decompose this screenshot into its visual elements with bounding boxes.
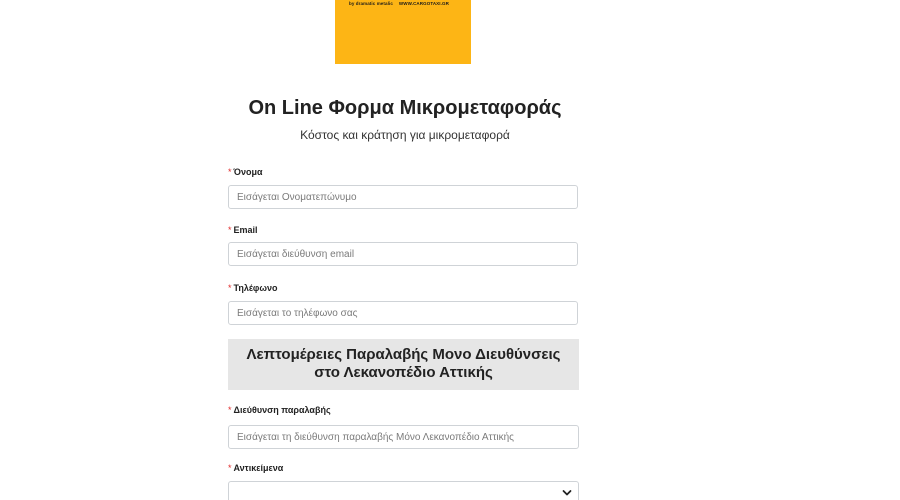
items-label xyxy=(228,463,283,473)
chevron-down-icon xyxy=(562,488,572,498)
logo-site: WWW.CARGOTAXI.GR xyxy=(398,1,449,6)
required-marker: * xyxy=(228,405,232,415)
logo-text xyxy=(349,1,449,6)
pickup-label-text: Διεύθυνση παραλαβής xyxy=(233,405,331,415)
page-title: On Line Φορμα Μικρομεταφοράς xyxy=(248,97,562,119)
email-input[interactable] xyxy=(228,242,578,266)
email-label-text: Email xyxy=(233,225,258,235)
name-label xyxy=(228,167,262,177)
items-select[interactable] xyxy=(228,481,579,500)
required-marker: * xyxy=(228,167,232,177)
section-heading-line1: Λεπτομέρειες Παραλαβής Μονο Διευθύνσεις xyxy=(246,346,561,363)
phone-input[interactable] xyxy=(228,301,578,325)
email-label xyxy=(228,225,258,235)
section-heading-line2: στο Λεκανοπέδιο Αττικής xyxy=(314,364,493,381)
required-marker: * xyxy=(228,225,232,235)
required-marker: * xyxy=(228,283,232,293)
phone-label xyxy=(228,283,277,293)
items-label-text: Αντικείμενα xyxy=(233,463,284,473)
name-input[interactable] xyxy=(228,185,578,209)
pickup-label xyxy=(228,405,331,415)
logo-tagline: by dramatic metalic xyxy=(349,1,393,6)
page-subtitle: Κόστος και κράτηση για μικρομεταφορά xyxy=(300,128,510,142)
name-label-text: Όνομα xyxy=(233,167,263,177)
phone-label-text: Τηλέφωνο xyxy=(233,283,278,293)
pickup-section-heading xyxy=(228,339,579,390)
logo xyxy=(335,0,471,64)
pickup-address-input[interactable] xyxy=(228,425,579,449)
required-marker: * xyxy=(228,463,232,473)
